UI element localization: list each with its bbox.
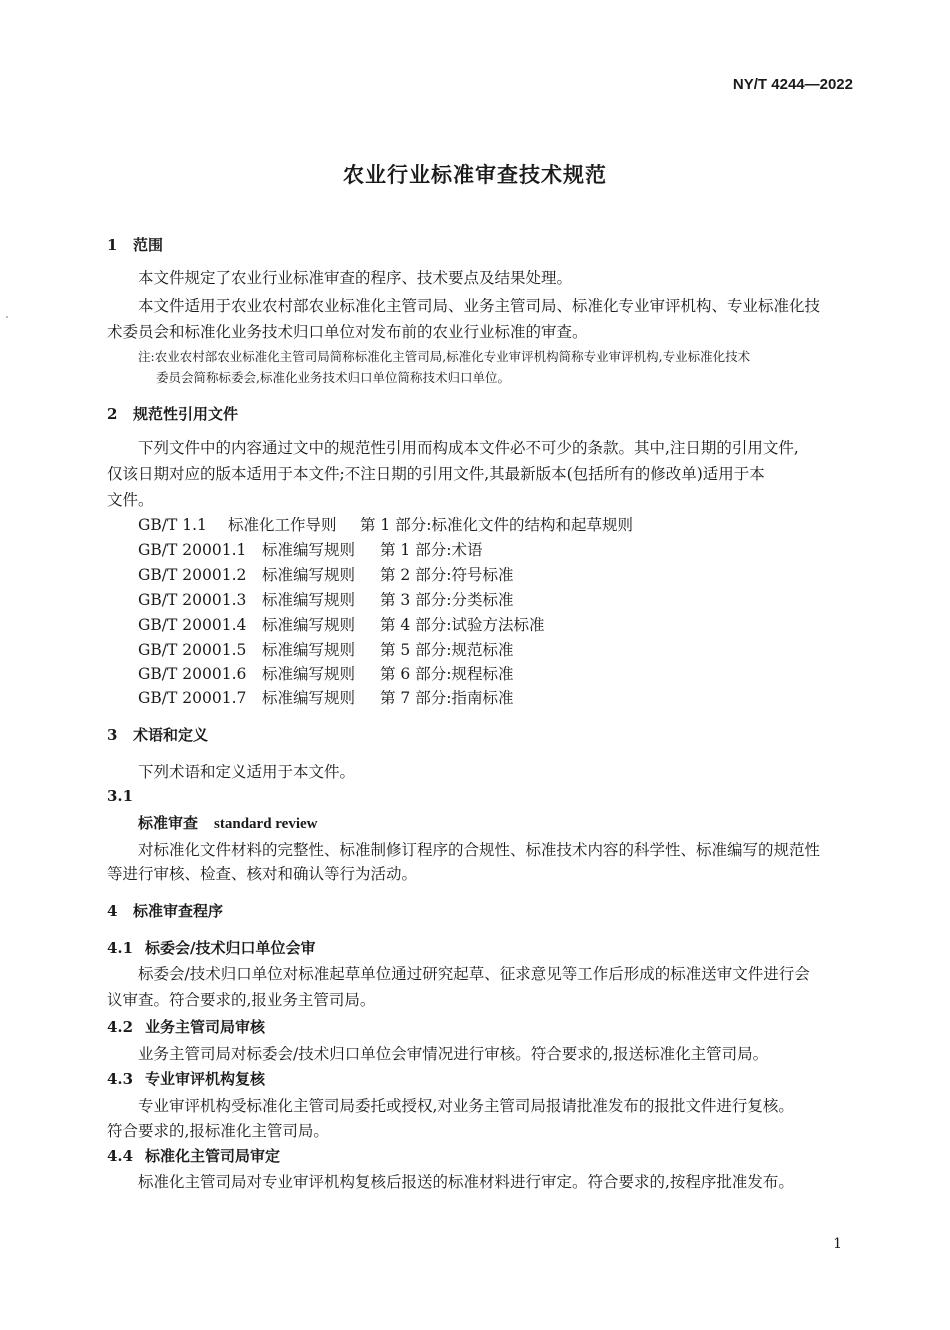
subsection-number: 4.4	[107, 1147, 134, 1165]
subsection-title: 专业审评机构复核	[145, 1070, 266, 1088]
paragraph-line: 文件。	[107, 491, 154, 509]
subsection-number: 4.1	[107, 939, 134, 957]
paragraph-line: 等进行审核、检查、核对和确认等行为活动。	[107, 865, 418, 883]
standard-code: NY/T 4244—2022	[732, 76, 853, 93]
section-title: 范围	[133, 236, 164, 254]
reference-item	[138, 613, 544, 635]
section-title: 标准审查程序	[133, 902, 224, 920]
reference-name: 标准编写规则	[262, 566, 356, 584]
reference-part: 第 4 部分:试验方法标准	[380, 616, 545, 634]
page-number: 1	[833, 1236, 842, 1252]
reference-item	[138, 638, 513, 660]
reference-part: 第 1 部分:术语	[380, 541, 483, 559]
reference-name: 标准编写规则	[262, 665, 356, 683]
section-number: 4	[107, 902, 118, 920]
subsection-title: 标准化主管司局审定	[145, 1147, 281, 1165]
paragraph-line: 标委会/技术归口单位对标准起草单位通过研究起草、征求意见等工作后形成的标准送审文件进行会	[138, 965, 810, 983]
section-number: 1	[107, 236, 118, 254]
reference-item	[138, 538, 482, 560]
reference-part: 第 5 部分:规范标准	[380, 641, 514, 659]
reference-item	[138, 588, 513, 610]
note-line: 委员会简称标委会,标准化业务技术归口单位简称技术归口单位。	[156, 370, 510, 385]
subsection-4-3-heading	[107, 1068, 265, 1089]
reference-name: 标准编写规则	[262, 541, 356, 559]
section-title: 规范性引用文件	[133, 405, 239, 423]
subsection-4-2-heading	[107, 1016, 265, 1037]
reference-name: 标准编写规则	[262, 591, 356, 609]
scan-mark	[6, 316, 8, 318]
reference-part: 第 7 部分:指南标准	[380, 689, 514, 707]
reference-part: 第 3 部分:分类标准	[380, 591, 514, 609]
reference-part: 第 1 部分:标准化文件的结构和起草规则	[360, 516, 633, 534]
subsection-number: 4.2	[107, 1018, 134, 1036]
reference-code: GB/T 1.1	[138, 516, 207, 534]
reference-code: GB/T 20001.2	[138, 566, 247, 584]
paragraph-line: 专业审评机构受标准化主管司局委托或授权,对业务主管司局报请批准发布的报批文件进行复核。	[138, 1097, 794, 1115]
subsection-title: 业务主管司局审核	[145, 1018, 266, 1036]
paragraph-line: 术委员会和标准化业务技术归口单位对发布前的农业行业标准的审查。	[107, 323, 588, 341]
section-4-heading	[107, 900, 223, 921]
paragraph: 本文件规定了农业行业标准审查的程序、技术要点及结果处理。	[138, 269, 573, 287]
paragraph-line: 本文件适用于农业农村部农业标准化主管司局、业务主管司局、标准化专业审评机构、专业标准化技	[138, 297, 821, 315]
section-1-heading	[107, 234, 163, 255]
reference-name: 标准化工作导则	[228, 516, 337, 534]
paragraph-line: 对标准化文件材料的完整性、标准制修订程序的合规性、标准技术内容的科学性、标准编写的规范性	[138, 841, 821, 859]
reference-code: GB/T 20001.3	[138, 591, 247, 609]
reference-item	[138, 563, 513, 585]
reference-code: GB/T 20001.7	[138, 689, 247, 707]
paragraph-line: 下列文件中的内容通过文中的规范性引用而构成本文件必不可少的条款。其中,注日期的引用文件,	[138, 439, 799, 457]
section-title: 术语和定义	[133, 726, 209, 744]
section-number: 3	[107, 726, 118, 744]
paragraph-line: 符合要求的,报标准化主管司局。	[107, 1122, 329, 1140]
subsection-title: 标委会/技术归口单位会审	[145, 939, 316, 957]
reference-part: 第 6 部分:规程标准	[380, 665, 514, 683]
reference-part: 第 2 部分:符号标准	[380, 566, 514, 584]
reference-item	[138, 686, 513, 708]
reference-name: 标准编写规则	[262, 616, 356, 634]
reference-item	[138, 513, 633, 535]
reference-name: 标准编写规则	[262, 641, 356, 659]
subsection-number: 4.3	[107, 1070, 134, 1088]
term-chinese: 标准审查	[138, 814, 199, 832]
section-2-heading	[107, 403, 238, 424]
document-title: 农业行业标准审查技术规范	[343, 162, 607, 187]
subsection-4-1-heading	[107, 937, 315, 958]
term-number: 3.1	[107, 787, 134, 805]
section-number: 2	[107, 405, 118, 423]
reference-code: GB/T 20001.5	[138, 641, 247, 659]
paragraph-line: 议审查。符合要求的,报业务主管司局。	[107, 991, 376, 1009]
subsection-4-4-heading	[107, 1145, 280, 1166]
reference-code: GB/T 20001.4	[138, 616, 247, 634]
reference-code: GB/T 20001.6	[138, 665, 247, 683]
reference-name: 标准编写规则	[262, 689, 356, 707]
term-heading	[138, 812, 318, 833]
paragraph-line: 标准化主管司局对专业审评机构复核后报送的标准材料进行审定。符合要求的,按程序批准发布。	[138, 1173, 794, 1191]
reference-item	[138, 662, 513, 684]
paragraph-line: 仅该日期对应的版本适用于本文件;不注日期的引用文件,其最新版本(包括所有的修改单)适用于本	[107, 465, 765, 483]
reference-code: GB/T 20001.1	[138, 541, 247, 559]
term-english: standard review	[214, 816, 318, 832]
note-line: 注:农业农村部农业标准化主管司局简称标准化主管司局,标准化专业审评机构简称专业审评机构,专业标准化技术	[138, 349, 751, 364]
section-3-heading	[107, 724, 208, 745]
paragraph-line: 业务主管司局对标委会/技术归口单位会审情况进行审核。符合要求的,报送标准化主管司局。	[138, 1045, 769, 1063]
paragraph: 下列术语和定义适用于本文件。	[138, 763, 356, 781]
